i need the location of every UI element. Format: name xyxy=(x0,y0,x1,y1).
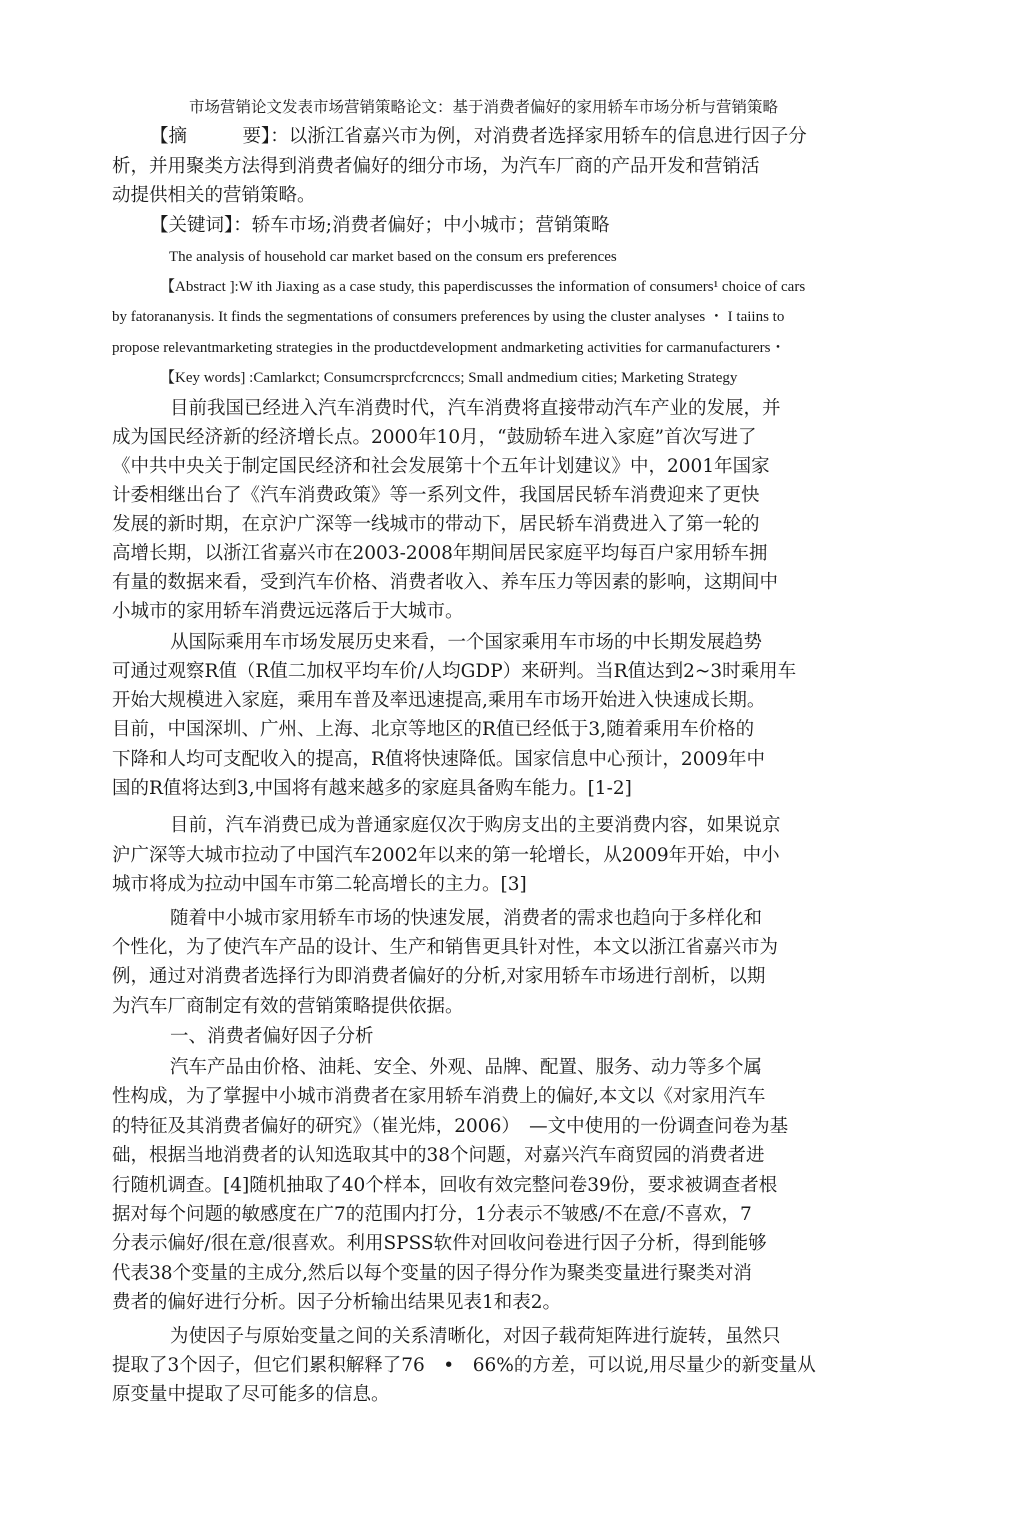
paragraph-line: 沪广深等大城市拉动了中国汽车2002年以来的第一轮增长，从2009年开始，中小 xyxy=(112,845,780,866)
english-title: The analysis of household car market based on the consum ers preferences xyxy=(169,249,617,265)
paragraph-line: 目前，中国深圳、广州、上海、北京等地区的R值已经低于3,随着乘用车价格的 xyxy=(112,719,755,740)
paragraph-line: 性构成，为了掌握中小城市消费者在家用轿车消费上的偏好,本文以《对家用汽车 xyxy=(112,1086,766,1107)
abstract-en-line: propose relevantmarketing strategies in the productdevelopment andmarketing activities for carmanufacturers・ xyxy=(112,340,786,356)
keywords-cn: 【关键词】：轿车市场;消费者偏好；中小城市；营销策略 xyxy=(150,215,610,236)
paragraph-line: 目前我国已经进入汽车消费时代，汽车消费将直接带动汽车产业的发展，并 xyxy=(170,398,781,419)
paragraph-line: 的特征及其消费者偏好的研究》（崔光炜，2006） —文中使用的一份调查问卷为基 xyxy=(112,1116,789,1137)
paragraph-line: 汽车产品由价格、油耗、安全、外观、品牌、配置、服务、动力等多个属 xyxy=(170,1057,763,1078)
abstract-cn-line: 动提供相关的营销策略。 xyxy=(112,185,316,206)
abstract-cn-line: 【摘 要】：以浙江省嘉兴市为例，对消费者选择家用轿车的信息进行因子分 xyxy=(150,126,807,147)
document-title: 市场营销论文发表市场营销策略论文：基于消费者偏好的家用轿车市场分析与营销策略 xyxy=(189,98,779,116)
paragraph-line: 有量的数据来看，受到汽车价格、消费者收入、养车压力等因素的影响，这期间中 xyxy=(112,572,779,593)
paragraph-line: 例，通过对消费者选择行为即消费者偏好的分析,对家用轿车市场进行剖析，以期 xyxy=(112,966,766,987)
abstract-cn-line: 析，并用聚类方法得到消费者偏好的细分市场，为汽车厂商的产品开发和营销活 xyxy=(112,156,760,177)
paragraph-line: 为使因子与原始变量之间的关系清晰化，对因子载荷矩阵进行旋转，虽然只 xyxy=(170,1326,781,1347)
paragraph-line: 城市将成为拉动中国车市第二轮高增长的主力。[3] xyxy=(112,874,527,895)
paragraph-line: 随着中小城市家用轿车市场的快速发展，消费者的需求也趋向于多样化和 xyxy=(170,908,763,929)
paragraph-line: 国的R值将达到3,中国将有越来越多的家庭具备购车能力。[1-2] xyxy=(112,778,632,799)
paragraph-line: 代表38个变量的主成分,然后以每个变量的因子得分作为聚类变量进行聚类对消 xyxy=(112,1263,752,1284)
paragraph-line: 分表示偏好/很在意/很喜欢。利用SPSS软件对回收问卷进行因子分析，得到能够 xyxy=(112,1233,767,1254)
paragraph-line: 高增长期，以浙江省嘉兴市在2003-2008年期间居民家庭平均每百户家用轿车拥 xyxy=(112,543,768,564)
paragraph-line: 可通过观察R值（R值二加权平均车价/人均GDP）来研判。当R值达到2~3时乘用车 xyxy=(112,661,797,682)
paragraph-line: 目前，汽车消费已成为普通家庭仅次于购房支出的主要消费内容，如果说京 xyxy=(170,815,781,836)
paragraph-line: 提取了3个因子，但它们累积解释了76 • 66%的方差，可以说,用尽量少的新变量从 xyxy=(112,1355,816,1376)
abstract-en-line: by fatorananysis. It finds the segmentations of consumers preferences by using the cluster analyses ・ I taiins to xyxy=(112,309,785,325)
paragraph-line: 下降和人均可支配收入的提高，R值将快速降低。国家信息中心预计，2009年中 xyxy=(112,749,766,770)
paragraph-line: 小城市的家用轿车消费远远落后于大城市。 xyxy=(112,601,464,622)
paragraph-line: 成为国民经济新的经济增长点。2000年10月，“鼓励轿车进入家庭”首次写进了 xyxy=(112,427,757,448)
paragraph-line: 行随机调查。[4]随机抽取了40个样本，回收有效完整问卷39份，要求被调查者根 xyxy=(112,1175,778,1196)
paragraph-line: 个性化，为了使汽车产品的设计、生产和销售更具针对性，本文以浙江省嘉兴市为 xyxy=(112,937,779,958)
paragraph-line: 从国际乘用车市场发展历史来看，一个国家乘用车市场的中长期发展趋势 xyxy=(170,632,763,653)
paragraph-line: 发展的新时期，在京沪广深等一线城市的带动下，居民轿车消费进入了第一轮的 xyxy=(112,514,760,535)
paragraph-line: 《中共中央关于制定国民经济和社会发展第十个五年计划建议》中，2001年国家 xyxy=(112,456,770,477)
paragraph-line: 计委相继出台了《汽车消费政策》等一系列文件，我国居民轿车消费迎来了更快 xyxy=(112,485,760,506)
paragraph-line: 础，根据当地消费者的认知选取其中的38个问题，对嘉兴汽车商贸园的消费者进 xyxy=(112,1145,765,1166)
abstract-en-line: 【Abstract ]:W ith Jiaxing as a case study, this paperdiscusses the information of consumers¹ choice of cars xyxy=(160,279,806,295)
paragraph-line: 费者的偏好进行分析。因子分析输出结果见表1和表2。 xyxy=(112,1292,562,1313)
keywords-en: 【Key words] :Camlarkct; Consumcrsprcfcrcnccs; Small andmedium cities; Marketing Strategy xyxy=(160,370,738,386)
paragraph-line: 原变量中提取了尽可能多的信息。 xyxy=(112,1384,390,1405)
paragraph-line: 据对每个问题的敏感度在广7的范围内打分，1分表示不皱感/不在意/不喜欢，7 xyxy=(112,1204,752,1225)
section-heading: 一、消费者偏好因子分析 xyxy=(170,1026,374,1047)
paragraph-line: 为汽车厂商制定有效的营销策略提供依据。 xyxy=(112,996,464,1017)
paragraph-line: 开始大规模进入家庭，乘用车普及率迅速提高,乘用车市场开始进入快速成长期。 xyxy=(112,690,766,711)
